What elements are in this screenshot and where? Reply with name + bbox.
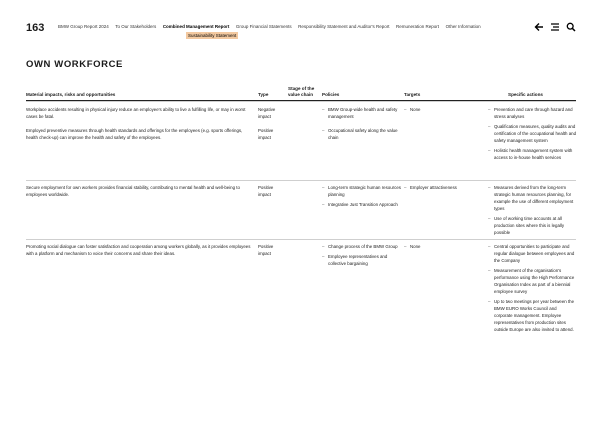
dash-bullet-icon: – [488, 107, 491, 112]
targets-list [404, 184, 480, 194]
list-item: – Holistic health management system with access to in-house health services [488, 148, 573, 160]
header-targets: Targets [404, 92, 421, 97]
dash-bullet-icon: – [488, 124, 491, 129]
list-item: – None [404, 107, 421, 112]
nav-link-group-report[interactable]: BMW Group Report 2024 [58, 24, 109, 29]
dash-bullet-icon: – [404, 107, 407, 112]
header-policies: Policies [322, 92, 340, 97]
list-item: – Integrative Just Transition Approach [322, 202, 398, 207]
section-title: OWN WORKFORCE [26, 59, 123, 70]
toolbar [528, 22, 576, 32]
table-row [26, 180, 576, 239]
dash-bullet-icon: – [322, 185, 325, 190]
material-impact-text: Employed preventive measures through health standards and offerings for the employees (e.g. sports offerings, health check-up) can improve the health and safety of the employees. [26, 128, 243, 140]
dash-bullet-icon: – [322, 254, 325, 259]
impacts-table [26, 81, 577, 332]
dash-bullet-icon: – [322, 128, 325, 133]
impact-type: Positive impact [258, 128, 274, 140]
targets-list [404, 106, 480, 116]
actions-list [488, 184, 576, 239]
policies-list [322, 184, 402, 211]
list-item: – Central opportunities to participate and regular dialogue between employees and the Company [488, 244, 575, 263]
material-impact-text: Promoting social dialogue can foster satisfaction and cooperation among workers globally, as it provides employees with a platform and mechanism to voice their concerns and share their ideas. [26, 244, 251, 256]
header-type: Type [258, 92, 269, 97]
dash-bullet-icon: – [488, 268, 491, 273]
policies-list [322, 106, 402, 123]
list-item: – Occupational safety along the value chain [322, 128, 398, 140]
list-item: – Measurement of the organisation's performance using the High Performance Organisation Index as part of a biennial employee survey [488, 268, 575, 294]
nav-link-other-information[interactable]: Other Information [445, 24, 481, 29]
back-arrow-icon[interactable] [534, 22, 544, 32]
list-item: – Qualification measures, quality audits and certification of the occupational health and safety management system [488, 124, 577, 143]
header-stage: Stage of the value chain [288, 86, 315, 97]
report-navigation [58, 24, 487, 29]
nav-link-financial-statements[interactable]: Group Financial Statements [235, 24, 292, 29]
dash-bullet-icon: – [404, 244, 407, 249]
list-item: – Employee representatives and collective bargaining [322, 254, 388, 266]
list-item: – BMW Group-wide health and safety management [322, 107, 398, 119]
actions-list [488, 243, 576, 336]
header-specific-actions: Specific actions [508, 92, 543, 97]
dash-bullet-icon: – [322, 202, 325, 207]
table-row [26, 239, 576, 380]
material-impact-text: Workplace accidents resulting in physical injury reduce an employee's ability to live a fulfilling life, or may in worst cases be fatal. [26, 107, 246, 119]
list-item: – Up to two meetings per year between the BMW EURO Works Council and corporate management. Employee representatives from production sites outside Europe are also invited to attend. [488, 299, 575, 332]
page-number: 163 [26, 22, 45, 34]
list-item: – None [404, 244, 421, 249]
impact-type: Positive impact [258, 244, 274, 256]
list-item: – Change process of the BMW Group [322, 244, 398, 249]
policies-list [322, 243, 402, 270]
nav-link-management-report[interactable]: Combined Management Report [162, 24, 230, 29]
nav-link-remuneration-report[interactable]: Remuneration Report [396, 24, 440, 29]
targets-list [404, 243, 480, 253]
list-item: – Prevention and care through hazard and stress analyses [488, 107, 573, 119]
table-header [26, 81, 576, 101]
policies-list [322, 127, 402, 144]
dash-bullet-icon: – [488, 148, 491, 153]
list-item: – Employer attractiveness [404, 185, 457, 190]
search-icon[interactable] [566, 22, 576, 32]
dash-bullet-icon: – [488, 216, 491, 221]
top-navigation-bar [26, 20, 576, 42]
dash-bullet-icon: – [322, 244, 325, 249]
material-impact-text: Secure employment for own workers provides financial stability, contributing to mental health and well-being to employees worldwide. [26, 185, 240, 197]
dash-bullet-icon: – [488, 244, 491, 249]
nav-link-stakeholders[interactable]: To Our Stakeholders [115, 24, 157, 29]
menu-icon[interactable] [550, 22, 560, 32]
actions-list [488, 106, 576, 164]
dash-bullet-icon: – [322, 107, 325, 112]
nav-link-responsibility-statement[interactable]: Responsibility Statement and Auditor's Report [298, 24, 390, 29]
impact-type: Positive impact [258, 185, 274, 197]
impact-type: Negative impact [258, 107, 276, 119]
subnav-sustainability-statement[interactable]: Sustainability Statement [188, 33, 237, 38]
dash-bullet-icon: – [404, 185, 407, 190]
dash-bullet-icon: – [488, 185, 491, 190]
header-material-impacts: Material impacts, risks and opportunities [26, 92, 116, 97]
dash-bullet-icon: – [488, 299, 491, 304]
list-item: – Measures derived from the long-term strategic human resources planning, for example the use of different employment types [488, 185, 574, 211]
list-item: – Use of working time accounts at all production sites where this is legally possible [488, 216, 565, 235]
list-item: – Long-term strategic human resources planning [322, 185, 401, 197]
